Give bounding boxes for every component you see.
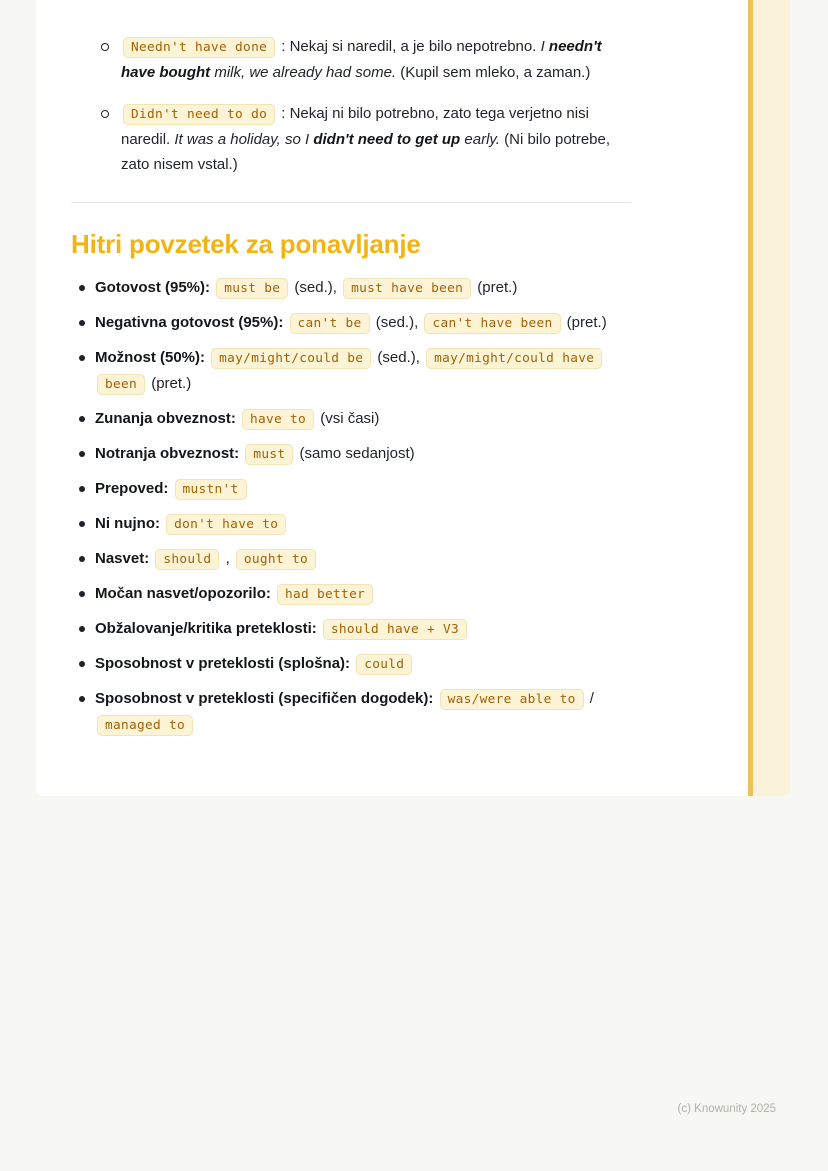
bold-text: Močan nasvet/opozorilo: [95,585,271,602]
text-segment [317,620,321,637]
code-badge: Didn't need to do [123,104,275,125]
code-badge: don't have to [166,514,286,535]
text-segment: : Nekaj si naredil, a je bilo nepotrebno. [277,38,541,55]
rich-text [95,690,594,733]
rich-text [95,620,469,637]
code-badge: could [356,654,412,675]
code-badge: mustn't [175,479,247,500]
bold-text: Sposobnost v preteklosti (specifičen dogodek): [95,690,434,707]
list-item [71,441,631,467]
text-segment [283,314,287,331]
rich-text [95,655,414,672]
code-badge: may/might/could be [211,348,371,369]
worksheet-page [36,0,790,796]
text-segment: : Nekaj ni bilo potrebno, zato tega verjetno nisi naredil. [121,105,589,148]
text-segment: (pret.) [147,375,192,392]
list-item [71,275,631,301]
text-segment: (pret.) [473,279,518,296]
section-heading: Hitri povzetek za ponavljanje [71,229,421,259]
code-badge: should have + V3 [323,619,467,640]
bold-italic-text: needn't have bought [121,38,602,81]
text-segment: , [221,550,234,567]
code-badge: had better [277,584,373,605]
rich-text [95,515,288,532]
code-badge: was/were able to [440,689,584,710]
code-badge: can't have been [424,313,560,334]
bold-text: Obžalovanje/kritika preteklosti: [95,620,317,637]
text-segment [210,279,214,296]
text-segment [168,480,172,497]
text-segment: (sed.), [290,279,342,296]
rich-text [95,410,379,427]
divider [71,202,631,203]
italic-text: I [540,38,549,55]
text-segment: (pret.) [562,314,607,331]
code-badge: must have been [343,278,471,299]
list-item [71,511,631,537]
italic-text: early. [460,131,500,148]
bold-text: Notranja obveznost: [95,445,240,462]
text-segment: (samo sedanjost) [295,445,415,462]
bold-text: Negativna gotovost (95%): [95,314,284,331]
text-segment [433,690,437,707]
bold-italic-text: didn't need to get up [313,131,461,148]
text-segment: (sed.), [373,349,425,366]
rich-text [121,38,602,81]
bold-text: Nasvet: [95,550,150,567]
text-segment: (Kupil sem mleko, a zaman.) [396,64,591,81]
list-item [71,581,631,607]
code-badge: can't be [290,313,370,334]
text-segment [149,550,153,567]
rich-text [95,349,604,392]
list-item [71,651,631,677]
text-segment [236,410,240,427]
code-badge: Needn't have done [123,37,275,58]
italic-text: It was a holiday, so I [174,131,314,148]
list-item [71,345,631,397]
text-segment: (vsi časi) [316,410,380,427]
code-badge: must be [216,278,288,299]
bold-text: Prepoved: [95,480,169,497]
text-segment [205,349,209,366]
code-badge: must [245,444,293,465]
text-segment: (sed.), [371,314,423,331]
rich-text [95,480,249,497]
rich-text [95,445,415,462]
footer-credit: (c) Knowunity 2025 [677,1103,776,1115]
modal-examples-list [99,34,631,177]
list-item [71,546,631,572]
text-segment: (Ni bilo potrebe, zato nisem vstal.) [121,131,611,173]
code-badge: ought to [236,549,316,570]
rich-text [95,314,607,331]
summary-list [71,275,631,738]
margin-column [753,0,790,796]
list-item [71,616,631,642]
text-segment [160,515,164,532]
bold-text: Ni nujno: [95,515,160,532]
list-item [71,310,631,336]
code-badge: have to [242,409,314,430]
page-content [71,0,631,747]
list-item [71,476,631,502]
bold-text: Zunanja obveznost: [95,410,236,427]
code-badge: may/might/could have been [97,348,602,395]
text-segment [271,585,275,602]
bold-text: Gotovost (95%): [95,279,211,296]
list-item [71,686,631,738]
list-item [99,101,631,177]
bold-text: Možnost (50%): [95,349,205,366]
code-badge: managed to [97,715,193,736]
list-item [71,406,631,432]
text-segment [350,655,354,672]
code-badge: should [155,549,219,570]
rich-text [95,585,375,602]
text-segment [239,445,243,462]
list-item [99,34,631,85]
bold-text: Sposobnost v preteklosti (splošna): [95,655,351,672]
rich-text [95,550,318,567]
rich-text [95,279,517,296]
text-segment: / [585,690,594,707]
italic-text: milk, we already had some. [210,64,397,81]
rich-text [121,105,610,173]
